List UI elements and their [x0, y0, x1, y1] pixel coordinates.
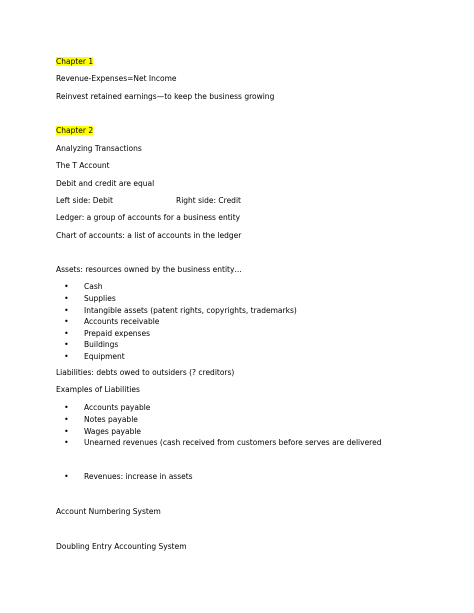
chapter-1-heading: Chapter 1: [56, 57, 94, 66]
bullet-icon: •: [64, 340, 69, 349]
chart-of-accounts-line: Chart of accounts: a list of accounts in the ledger: [56, 231, 242, 240]
bullet-icon: •: [64, 317, 69, 326]
bullet-icon: •: [64, 427, 69, 436]
assets-heading: Assets: resources owned by the business entity…: [56, 265, 242, 274]
bullet-icon: •: [64, 282, 69, 291]
bullet-icon: •: [64, 415, 69, 424]
bullet-icon: •: [64, 403, 69, 412]
right-side-text: Right side: Credit: [176, 196, 241, 205]
left-side-text: Left side: Debit: [56, 196, 113, 205]
ledger-line: Ledger: a group of accounts for a business entity: [56, 213, 241, 222]
bullet-icon: •: [64, 352, 69, 361]
chapter-2-heading: Chapter 2: [56, 126, 94, 135]
bullet-icon: •: [64, 329, 69, 338]
t-account-line: The T Account: [56, 161, 110, 170]
reinvest-line: Reinvest retained earnings—to keep the business growing: [56, 92, 275, 101]
double-entry-line: Doubling Entry Accounting System: [56, 542, 187, 551]
document-page: Chapter 1 Revenue-Expenses=Net Income Reinvest retained earnings—to keep the business growing Chapter 2 Analyzing Transactions The T Account Debit and credit are equal Left side: Debit Right side: Credit Ledger: a group of accounts for a business entity Chart of accounts: a list of accounts in the ledger Assets: resources owned by the business entity… • Cash • Supplies • Intangible assets (patent rights, copyrights, trademarks) • Accounts receivable • Prepaid expenses • Buildings • Equipment Liabilities: debts owed to outsiders (? creditors) Examples of Liabilities • Accounts payable • Notes payable • Wages payable • Unearned revenues (cash received from customers before serves are delivered • Revenues: increase in assets Account Numbering System Doubling Entry Accounting System: [56, 57, 382, 551]
analyzing-transactions-line: Analyzing Transactions: [56, 144, 142, 153]
revenue-expenses-line: Revenue-Expenses=Net Income: [56, 74, 177, 83]
debit-credit-line: Debit and credit are equal: [56, 179, 155, 188]
account-numbering-line: Account Numbering System: [56, 507, 161, 516]
bullet-icon: •: [64, 294, 69, 303]
bullet-icon: •: [64, 438, 69, 447]
examples-liabilities-line: Examples of Liabilities: [56, 385, 140, 394]
liabilities-line: Liabilities: debts owed to outsiders (? creditors): [56, 368, 235, 377]
bullet-icon: •: [64, 306, 69, 315]
bullet-icon: •: [64, 472, 69, 481]
